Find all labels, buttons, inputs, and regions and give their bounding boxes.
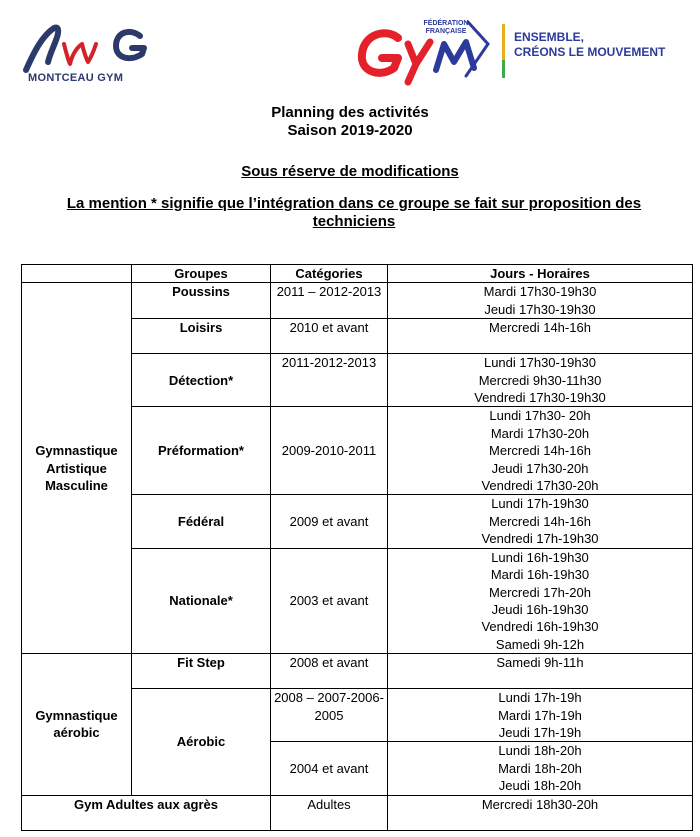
schedule-cell bbox=[388, 319, 693, 354]
category-cell: 2003 et avant bbox=[271, 548, 388, 653]
category-cell: 2004 et avant bbox=[271, 742, 388, 795]
category-cell: 2011-2012-2013 bbox=[271, 354, 388, 407]
schedule-line: Vendredi 17h30-19h30 bbox=[474, 390, 606, 406]
schedule-cell bbox=[388, 795, 693, 830]
header-horaires: Jours - Horaires bbox=[388, 265, 693, 283]
category-cell: 2008 – 2007-2006-2005 bbox=[271, 689, 388, 742]
category-cell: 2008 et avant bbox=[271, 654, 388, 689]
schedule-line: Lundi 18h-20h bbox=[498, 743, 582, 759]
season-title: Saison 2019-2020 bbox=[287, 122, 413, 139]
table-row bbox=[22, 283, 693, 319]
page-title: Planning des activités bbox=[271, 104, 429, 121]
schedule-table bbox=[21, 264, 693, 831]
federation-slogan bbox=[514, 30, 665, 60]
table-row bbox=[22, 795, 693, 830]
category-cell: 2011 – 2012-2013 bbox=[271, 283, 388, 319]
category-cell: Adultes bbox=[271, 795, 388, 830]
schedule-line: Mardi 17h30-20h bbox=[490, 425, 590, 441]
category-cell: 2009-2010-2011 bbox=[271, 407, 388, 495]
club-logo-mark-icon bbox=[20, 22, 160, 74]
group-cell: Fédéral bbox=[132, 495, 271, 548]
group-cell: Loisirs bbox=[132, 319, 271, 354]
schedule-line: Jeudi 17h-19h bbox=[498, 724, 582, 740]
schedule-line: Mercredi 14h-16h bbox=[489, 320, 591, 336]
table-header-row bbox=[22, 265, 693, 283]
schedule-cell bbox=[388, 689, 693, 742]
schedule-line: Jeudi 17h30-20h bbox=[491, 460, 589, 476]
schedule-cell bbox=[388, 495, 693, 548]
section-adultes: Gym Adultes aux agrès bbox=[22, 795, 271, 830]
group-cell: Détection* bbox=[132, 354, 271, 407]
group-cell: Préformation* bbox=[132, 407, 271, 495]
slogan-line-2: CRÉONS LE MOUVEMENT bbox=[514, 45, 666, 59]
notice-text: Sous réserve de modifications bbox=[241, 163, 459, 180]
schedule-line: Mercredi 17h-20h bbox=[489, 584, 591, 600]
schedule-line: Jeudi 18h-20h bbox=[498, 778, 582, 794]
schedule-cell bbox=[388, 354, 693, 407]
schedule-line: Lundi 17h30- 20h bbox=[489, 408, 591, 424]
section-gam: Gymnastique Artistique Masculine bbox=[22, 283, 132, 654]
schedule-line: Mercredi 14h-16h bbox=[489, 513, 591, 529]
schedule-cell bbox=[388, 654, 693, 689]
group-cell: Aérobic bbox=[132, 689, 271, 795]
club-name: MONTCEAU GYM bbox=[28, 72, 124, 84]
schedule-line: Jeudi 17h30-19h30 bbox=[484, 301, 596, 317]
section-aerobic: Gymnastique aérobic bbox=[22, 654, 132, 795]
table-row bbox=[22, 654, 693, 689]
schedule-line: Lundi 17h-19h30 bbox=[491, 496, 589, 512]
category-cell: 2009 et avant bbox=[271, 495, 388, 548]
schedule-line: Mardi 18h-20h bbox=[498, 760, 582, 776]
federation-logo bbox=[356, 16, 686, 86]
header-categories: Catégories bbox=[271, 265, 388, 283]
schedule-line: Samedi 9h-12h bbox=[495, 636, 585, 652]
group-cell: Fit Step bbox=[132, 654, 271, 689]
club-logo bbox=[20, 22, 160, 88]
schedule-cell bbox=[388, 283, 693, 319]
schedule-line: Mardi 17h30-19h30 bbox=[483, 284, 597, 300]
schedule-line: Mercredi 9h30-11h30 bbox=[478, 372, 602, 388]
group-cell: Nationale* bbox=[132, 548, 271, 653]
schedule-cell bbox=[388, 548, 693, 653]
schedule-line: Vendredi 17h-19h30 bbox=[481, 531, 599, 547]
header-section bbox=[22, 265, 132, 283]
schedule-line: Mardi 17h-19h bbox=[498, 707, 582, 723]
schedule-line: Vendredi 16h-19h30 bbox=[481, 619, 599, 635]
federation-name: FÉDÉRATION FRANÇAISE bbox=[423, 20, 469, 35]
slogan-line-1: ENSEMBLE, bbox=[514, 30, 585, 44]
logo-divider bbox=[502, 24, 505, 78]
mention-text: La mention * signifie que l’intégration dans ce groupe se fait sur proposition des techniciens bbox=[66, 195, 642, 230]
schedule-line: Lundi 17h30-19h30 bbox=[483, 355, 597, 371]
schedule-line: Mardi 16h-19h30 bbox=[490, 567, 590, 583]
category-cell: 2010 et avant bbox=[271, 319, 388, 354]
schedule-line: Lundi 16h-19h30 bbox=[491, 549, 589, 565]
schedule-line: Jeudi 16h-19h30 bbox=[491, 601, 589, 617]
schedule-line: Vendredi 17h30-20h bbox=[481, 478, 599, 494]
schedule-line: Lundi 17h-19h bbox=[498, 690, 582, 706]
schedule-cell bbox=[388, 407, 693, 495]
schedule-line: Mercredi 18h30-20h bbox=[481, 796, 599, 812]
schedule-line: Samedi 9h-11h bbox=[496, 655, 584, 671]
schedule-cell bbox=[388, 742, 693, 795]
schedule-line: Mercredi 14h-16h bbox=[489, 443, 591, 459]
header-groupes: Groupes bbox=[132, 265, 271, 283]
group-cell: Poussins bbox=[132, 283, 271, 319]
